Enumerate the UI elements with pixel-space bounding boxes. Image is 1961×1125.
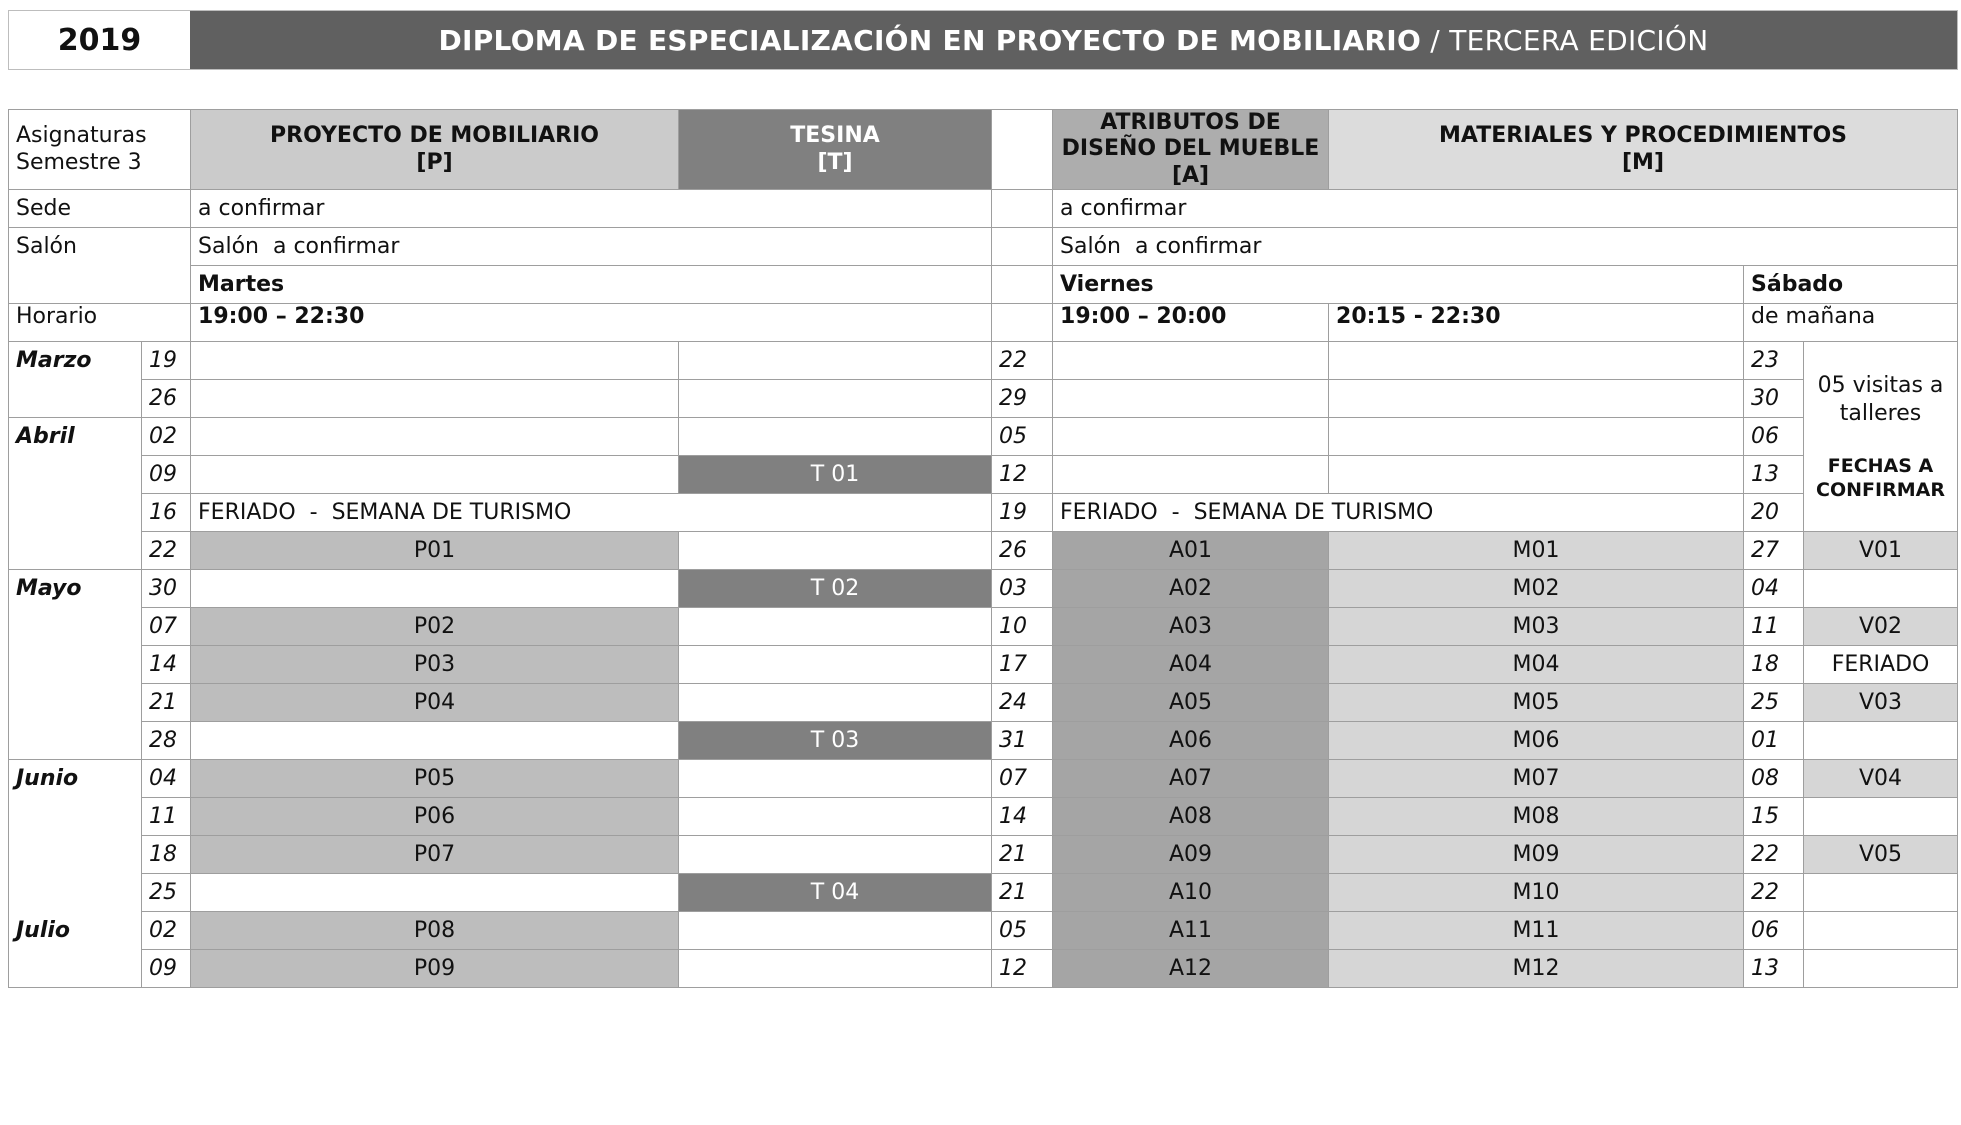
semestre-label: Semestre 3 <box>16 149 142 175</box>
month-mayo: Mayo <box>9 570 142 760</box>
tesina-session: T 03 <box>679 722 992 760</box>
table-row: Abril 02 05 06 <box>9 418 1958 456</box>
subject-m-header: MATERIALES Y PROCEDIMIENTOS [M] <box>1329 110 1958 190</box>
tesina-session: T 04 <box>679 874 992 912</box>
time-saturday: de mañana <box>1744 304 1958 342</box>
day-row <box>9 266 1958 304</box>
feriado-left: FERIADO - SEMANA DE TURISMO <box>191 494 992 532</box>
tesina-session: T 01 <box>679 456 992 494</box>
day-saturday: Sábado <box>1744 266 1958 304</box>
table-row: 16 FERIADO - SEMANA DE TURISMO 19 FERIADO - SEMANA DE TURISMO 20 <box>9 494 1958 532</box>
salon-left: Salón a confirmar <box>191 228 992 266</box>
table-row: Junio 04 P05 07 A07 M07 08 V04 <box>9 760 1958 798</box>
month-abril: Abril <box>9 418 142 570</box>
table-row: 21 P04 24 A05 M05 25 V03 <box>9 684 1958 722</box>
salon-row <box>9 228 1958 266</box>
table-row: 18 P07 21 A09 M09 22 V05 <box>9 836 1958 874</box>
table-row: 25 T 04 21 A10 M10 22 <box>9 874 1958 912</box>
feriado-right: FERIADO - SEMANA DE TURISMO <box>1053 494 1744 532</box>
time-m: 20:15 - 22:30 <box>1329 304 1744 342</box>
sede-left: a confirmar <box>191 190 992 228</box>
month-junio: Junio <box>9 760 142 912</box>
horario-label: Horario <box>9 304 191 342</box>
page-header <box>8 10 1958 70</box>
asignaturas-label: Asignaturas <box>16 123 147 149</box>
time-tuesday: 19:00 – 22:30 <box>191 304 992 342</box>
spacer-cell <box>992 110 1053 190</box>
semester-label-cell <box>9 110 191 190</box>
subject-t-header: TESINA [T] <box>679 110 992 190</box>
table-row: Marzo 19 22 23 05 visitas a talleres FECHAS A CONFIRMAR <box>9 342 1958 380</box>
table-row: Mayo 30 T 02 03 A02 M02 04 <box>9 570 1958 608</box>
table-row: 11 P06 14 A08 M08 15 <box>9 798 1958 836</box>
page-title <box>190 11 1957 69</box>
table-row: 22 P01 26 A01 M01 27 V01 <box>9 532 1958 570</box>
day-friday: Viernes <box>1053 266 1744 304</box>
schedule-table <box>8 109 1958 988</box>
table-row: 28 T 03 31 A06 M06 01 <box>9 722 1958 760</box>
visits-note: 05 visitas a talleres FECHAS A CONFIRMAR <box>1804 342 1958 532</box>
month-marzo: Marzo <box>9 342 142 418</box>
month-julio: Julio <box>9 912 142 988</box>
title-edition: / TERCERA EDICIÓN <box>1421 23 1709 57</box>
year-label: 2019 <box>9 11 190 69</box>
horario-row <box>9 304 1958 342</box>
sede-label: Sede <box>9 190 191 228</box>
table-row: 09 P09 12 A12 M12 13 <box>9 950 1958 988</box>
subjects-header-row <box>9 110 1958 190</box>
salon-right: Salón a confirmar <box>1053 228 1958 266</box>
salon-label: Salón <box>9 228 191 304</box>
table-row: 26 29 30 <box>9 380 1958 418</box>
sede-right: a confirmar <box>1053 190 1958 228</box>
table-row: 14 P03 17 A04 M04 18 FERIADO <box>9 646 1958 684</box>
table-row: Julio 02 P08 05 A11 M11 06 <box>9 912 1958 950</box>
day-tuesday: Martes <box>191 266 992 304</box>
table-row: 09 T 01 12 13 <box>9 456 1958 494</box>
tesina-session: T 02 <box>679 570 992 608</box>
subject-p-header: PROYECTO DE MOBILIARIO [P] <box>191 110 679 190</box>
table-row: 07 P02 10 A03 M03 11 V02 <box>9 608 1958 646</box>
title-main: DIPLOMA DE ESPECIALIZACIÓN EN PROYECTO DE MOBILIARIO <box>438 23 1422 57</box>
sede-row <box>9 190 1958 228</box>
subject-a-header: ATRIBUTOS DE DISEÑO DEL MUEBLE [A] <box>1053 110 1329 190</box>
time-a: 19:00 – 20:00 <box>1053 304 1329 342</box>
